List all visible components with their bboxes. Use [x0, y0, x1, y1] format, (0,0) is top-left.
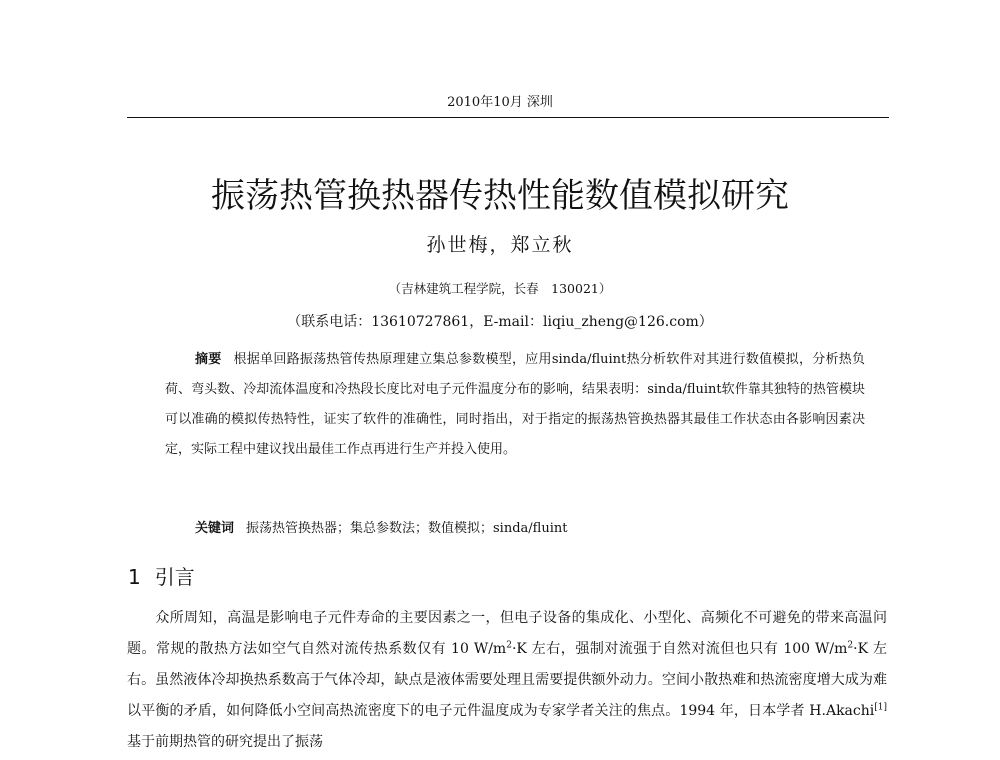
keywords-label: 关键词 [195, 521, 235, 536]
reference-mark: [1] [874, 702, 887, 713]
body-text-part-2: ·K 左右，强制对流强于自然对流但也只有 100 W/m [511, 641, 848, 657]
body-paragraph [127, 603, 887, 758]
paper-title: 振荡热管换热器传热性能数值模拟研究 [211, 176, 789, 216]
body-text-part-3: ·K 左右。虽然液体冷却换热系数高于气体冷却，缺点是液体需要处理且需要提供额外动力。空间小散热难和热流密度增大成为难以平衡的矛盾，如何降低小空间高热流密度下的电子元件温度成为专家学者关注的焦点。1994 年，日本学者 H.Akachi [127, 641, 887, 719]
body-text-part-4: 基于前期热管的研究提出了振荡 [127, 734, 323, 750]
paper-affiliation: （吉林建筑工程学院，长春 130021） [388, 281, 612, 296]
running-header: 2010年10月 深圳 [447, 95, 553, 110]
header-rule [127, 117, 889, 118]
abstract [165, 345, 865, 465]
section-number: 1 [128, 565, 141, 589]
superscript-2: 2 [847, 640, 854, 651]
abstract-label: 摘要 [195, 352, 222, 367]
paper-authors: 孙世梅，郑立秋 [426, 234, 574, 256]
body-text-part-1: 众所周知，高温是影响电子元件寿命的主要因素之一，但电子设备的集成化、小型化、高频化不可避免的带来高温问题。常规的散热方法如空气自然对流传热系数仅有 10 W/m [127, 610, 887, 657]
keywords [165, 517, 865, 536]
superscript-2: 2 [506, 640, 512, 651]
abstract-text: 根据单回路振荡热管传热原理建立集总参数模型，应用sinda/fluint热分析软件对其进行数值模拟，分析热负荷、弯头数、冷却流体温度和冷热段长度比对电子元件温度分布的影响，结果表明：sinda/fluint软件靠其独特的热管模块可以准确的模拟传热特性，证实了软件的准确性，同时指出，对于指定的振荡热管换热器其最佳工作状态由各影响因素决定，实际工程中建议找出最佳工作点再进行生产并投入使用。 [165, 352, 865, 457]
section-heading [128, 561, 195, 590]
keywords-text: 振荡热管换热器；集总参数法；数值模拟；sinda/fluint [246, 521, 568, 536]
section-title: 引言 [154, 565, 195, 589]
paper-contact: （联系电话：13610727861，E-mail：liqiu_zheng@126.com） [287, 314, 713, 330]
